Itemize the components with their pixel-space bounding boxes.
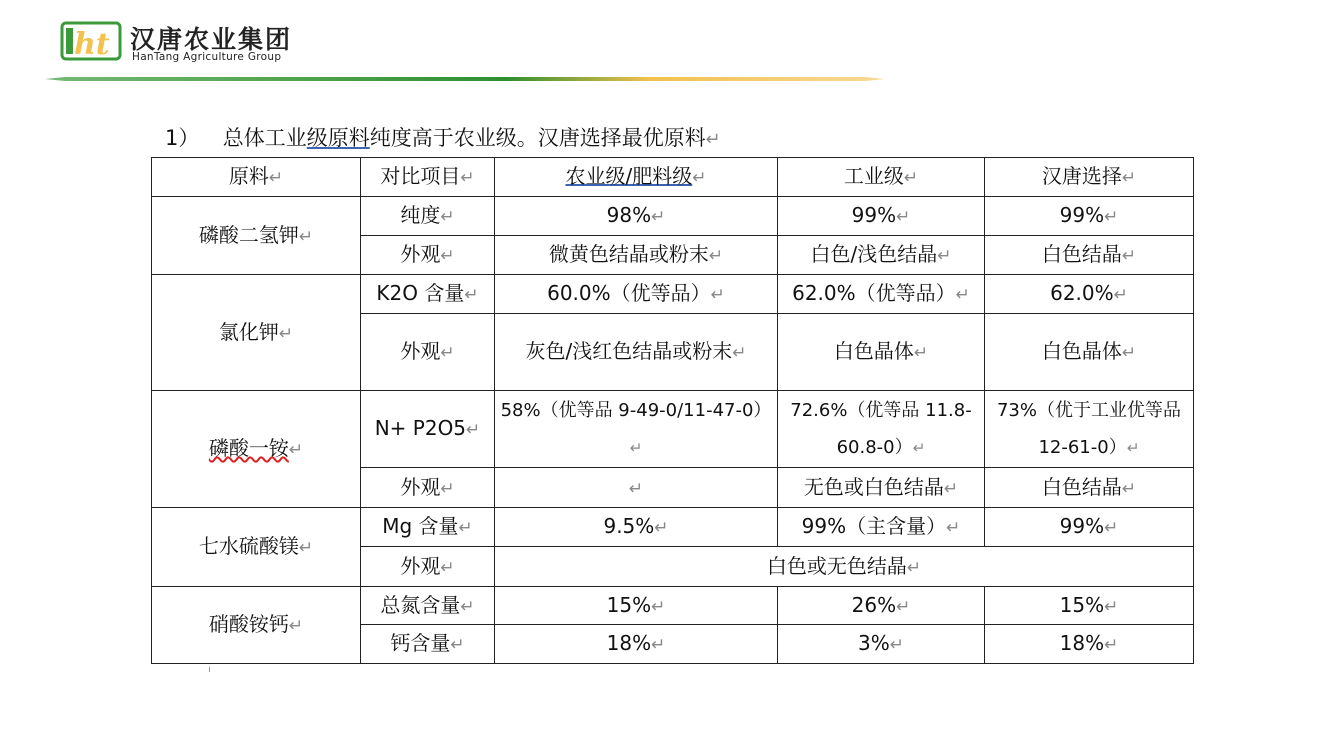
header-divider bbox=[45, 76, 885, 82]
hantang-cell: 99%↵ bbox=[985, 197, 1194, 236]
agri-cell: 98%↵ bbox=[495, 197, 778, 236]
hantang-cell: 73%（优于工业优等品 12-61-0）↵ bbox=[985, 391, 1194, 468]
hantang-cell: 15%↵ bbox=[985, 587, 1194, 625]
table-row bbox=[152, 275, 1194, 314]
industrial-cell: 白色/浅色结晶↵ bbox=[778, 236, 985, 275]
agri-cell: 9.5%↵ bbox=[495, 508, 778, 547]
agri-cell: 微黄色结晶或粉末↵ bbox=[495, 236, 778, 275]
heading-part1: 总体工业 bbox=[222, 126, 307, 150]
item-cell: 外观↵ bbox=[361, 314, 495, 391]
item-cell: 外观↵ bbox=[361, 236, 495, 275]
hantang-cell: 白色结晶↵ bbox=[985, 236, 1194, 275]
material-cell: 磷酸一铵↵ bbox=[152, 391, 361, 508]
return-mark: ↵ bbox=[705, 129, 721, 150]
header-cell: 工业级↵ bbox=[778, 158, 985, 197]
svg-text:ht: ht bbox=[74, 27, 110, 62]
table-row bbox=[152, 197, 1194, 236]
industrial-cell: 72.6%（优等品 11.8-60.8-0）↵ bbox=[778, 391, 985, 468]
industrial-cell: 26%↵ bbox=[778, 587, 985, 625]
comparison-table bbox=[151, 157, 1194, 664]
industrial-cell: 3%↵ bbox=[778, 625, 985, 664]
agri-cell: ↵ bbox=[495, 468, 778, 508]
agri-cell: 灰色/浅红色结晶或粉末↵ bbox=[495, 314, 778, 391]
item-cell: K2O 含量↵ bbox=[361, 275, 495, 314]
company-logo bbox=[60, 18, 320, 68]
agri-cell: 58%（优等品 9-49-0/11-47-0）↵ bbox=[495, 391, 778, 468]
heading-part3: 纯度高于农业级。汉唐选择最优原料 bbox=[369, 126, 706, 150]
header-cell: 农业级/肥料级↵ bbox=[495, 158, 778, 197]
brand-name-en: HanTang Agriculture Group bbox=[132, 51, 282, 63]
table-row bbox=[152, 587, 1194, 625]
hantang-cell: 白色结晶↵ bbox=[985, 468, 1194, 508]
heading-part2: 级原料 bbox=[306, 126, 370, 150]
table-row bbox=[152, 391, 1194, 468]
agri-cell: 15%↵ bbox=[495, 587, 778, 625]
item-cell: 纯度↵ bbox=[361, 197, 495, 236]
item-cell: Mg 含量↵ bbox=[361, 508, 495, 547]
industrial-cell: 白色晶体↵ bbox=[778, 314, 985, 391]
cursor-mark bbox=[209, 667, 210, 672]
material-cell: 七水硫酸镁↵ bbox=[152, 508, 361, 587]
item-cell: N+ P2O5↵ bbox=[361, 391, 495, 468]
material-cell: 磷酸二氢钾↵ bbox=[152, 197, 361, 275]
item-cell: 总氮含量↵ bbox=[361, 587, 495, 625]
agri-cell: 18%↵ bbox=[495, 625, 778, 664]
table-header-row bbox=[152, 158, 1194, 197]
hantang-logo-icon bbox=[60, 20, 124, 62]
merged-cell: 白色或无色结晶↵ bbox=[495, 547, 1194, 587]
hantang-cell: 18%↵ bbox=[985, 625, 1194, 664]
section-heading bbox=[165, 122, 721, 152]
item-cell: 外观↵ bbox=[361, 468, 495, 508]
header-cell: 原料↵ bbox=[152, 158, 361, 197]
brand-name-cn: 汉唐农业集团 bbox=[130, 25, 293, 54]
hantang-cell: 99%↵ bbox=[985, 508, 1194, 547]
header-cell: 对比项目↵ bbox=[361, 158, 495, 197]
hantang-cell: 白色晶体↵ bbox=[985, 314, 1194, 391]
hantang-cell: 62.0%↵ bbox=[985, 275, 1194, 314]
header-cell: 汉唐选择↵ bbox=[985, 158, 1194, 197]
industrial-cell: 99%↵ bbox=[778, 197, 985, 236]
table-row bbox=[152, 508, 1194, 547]
material-cell: 氯化钾↵ bbox=[152, 275, 361, 391]
industrial-cell: 99%（主含量）↵ bbox=[778, 508, 985, 547]
industrial-cell: 无色或白色结晶↵ bbox=[778, 468, 985, 508]
heading-number: 1） bbox=[165, 126, 200, 150]
material-cell: 硝酸铵钙↵ bbox=[152, 587, 361, 664]
industrial-cell: 62.0%（优等品）↵ bbox=[778, 275, 985, 314]
item-cell: 钙含量↵ bbox=[361, 625, 495, 664]
agri-cell: 60.0%（优等品）↵ bbox=[495, 275, 778, 314]
item-cell: 外观↵ bbox=[361, 547, 495, 587]
